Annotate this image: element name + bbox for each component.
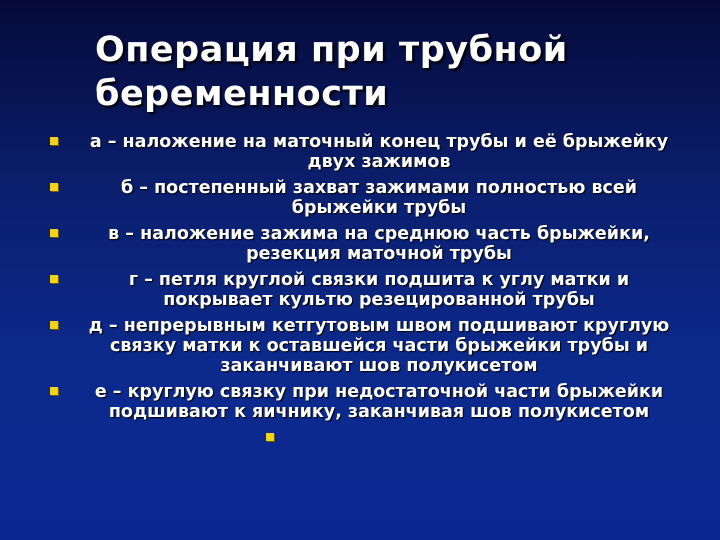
list-item-text: б – постепенный захват зажимами полностью всей брыжейки трубы — [120, 178, 638, 218]
list-item-text: а – наложение на маточный конец трубы и её брыжейку двух зажимов — [89, 132, 669, 172]
slide-title: Операция при трубной беременности — [95, 30, 568, 114]
list-item-text: е – круглую связку при недостаточной части брыжейки подшивают к яичнику, заканчивая шов полукисетом — [94, 382, 664, 422]
square-bullet-icon — [50, 387, 58, 395]
square-bullet-icon — [50, 183, 58, 191]
square-bullet-icon — [50, 321, 58, 329]
list-item — [48, 316, 684, 376]
list-item — [48, 382, 684, 422]
list-item — [48, 132, 684, 172]
list-item — [48, 270, 684, 310]
list-item-text: д – непрерывным кетгутовым швом подшивают круглую связку матки к оставшейся части брыжейки трубы и заканчивают шов полукисетом — [88, 316, 670, 376]
bullet-list — [48, 132, 684, 454]
list-item — [48, 224, 684, 264]
list-item — [48, 178, 684, 218]
list-item-empty — [48, 428, 684, 448]
square-bullet-icon — [50, 275, 58, 283]
list-item-text: г – петля круглой связки подшита к углу матки и покрывает культю резецированной трубы — [128, 270, 630, 310]
square-bullet-icon — [266, 433, 274, 441]
list-item-text: в – наложение зажима на среднюю часть брыжейки, резекция маточной трубы — [108, 224, 650, 264]
square-bullet-icon — [50, 137, 58, 145]
square-bullet-icon — [50, 229, 58, 237]
